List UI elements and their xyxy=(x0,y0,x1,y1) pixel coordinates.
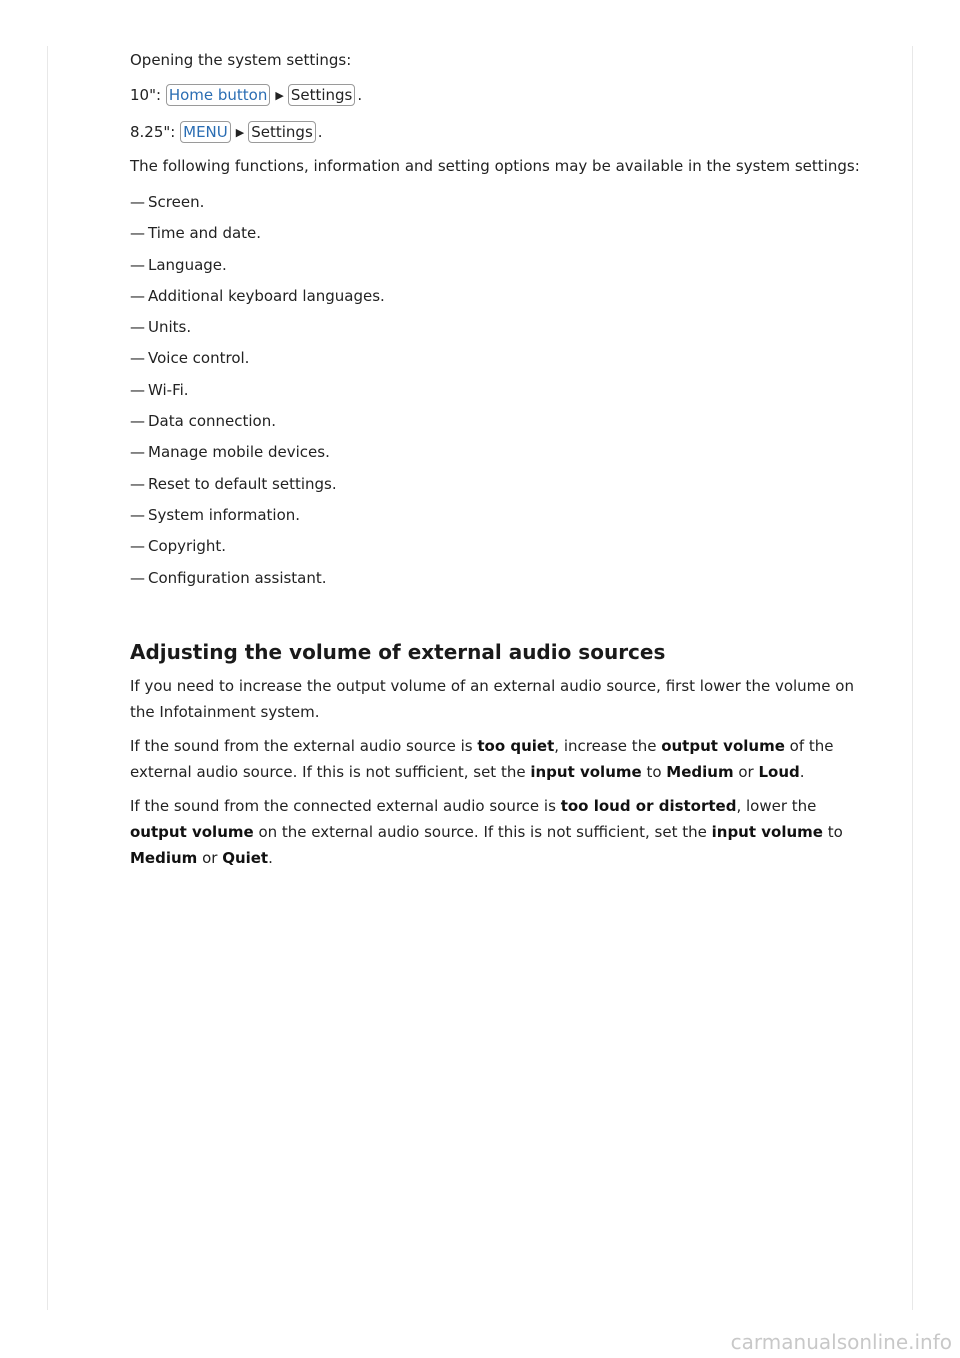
settings-key[interactable]: Settings xyxy=(248,121,316,143)
list-item: — Additional keyboard languages. xyxy=(130,286,385,305)
list-item: — Reset to default settings. xyxy=(130,474,337,493)
list-item: — Manage mobile devices. xyxy=(130,443,330,462)
arrow-right-icon: ▶ xyxy=(235,126,245,139)
list-item: — System information. xyxy=(130,505,301,524)
settings-key[interactable]: Settings xyxy=(288,84,356,106)
paragraph-too-quiet: If the sound from the external audio source is too quiet, increase the output volume of the external audio source. If this is not sufficient, set the input volume to Medium or Loud. xyxy=(130,736,834,781)
functions-intro: The following functions, information and setting options may be available in the system settings: xyxy=(130,157,860,175)
left-margin-rule xyxy=(47,46,48,1310)
list-item: — Wi-Fi. xyxy=(130,380,189,399)
list-item: — Copyright. xyxy=(130,537,227,556)
section-heading: Adjusting the volume of external audio sources xyxy=(130,639,666,664)
settings-path-10inch xyxy=(130,84,860,107)
watermark: carmanualsonline.info xyxy=(730,1330,952,1354)
list-item: — Voice control. xyxy=(130,349,250,368)
screen-size-label: 10": xyxy=(130,86,162,104)
home-button-key[interactable]: Home button xyxy=(166,84,271,106)
menu-key[interactable]: MENU xyxy=(180,121,231,143)
paragraph-too-loud: If the sound from the connected external audio source is too loud or distorted, lower the output volume on the external audio source. If this is not sufficient, set the input volume to Medium or Quiet. xyxy=(130,796,843,867)
functions-list xyxy=(130,192,860,599)
screen-size-label: 8.25": xyxy=(130,123,176,141)
list-item: — Configuration assistant. xyxy=(130,568,327,587)
period: . xyxy=(357,86,363,104)
period: . xyxy=(317,123,323,141)
page-content xyxy=(130,50,860,879)
list-item: — Time and date. xyxy=(130,224,262,243)
list-item: — Data connection. xyxy=(130,412,276,431)
paragraph-increase-volume: If you need to increase the output volume of an external audio source, first lower the volume on the Infotainment system. xyxy=(130,676,854,721)
right-margin-rule xyxy=(912,46,913,1310)
arrow-right-icon: ▶ xyxy=(275,89,284,102)
opening-line: Opening the system settings: xyxy=(130,51,352,69)
list-item: — Units. xyxy=(130,318,192,337)
list-item: — Screen. xyxy=(130,193,205,211)
list-item: — Language. xyxy=(130,255,227,274)
settings-path-825inch xyxy=(130,121,860,144)
